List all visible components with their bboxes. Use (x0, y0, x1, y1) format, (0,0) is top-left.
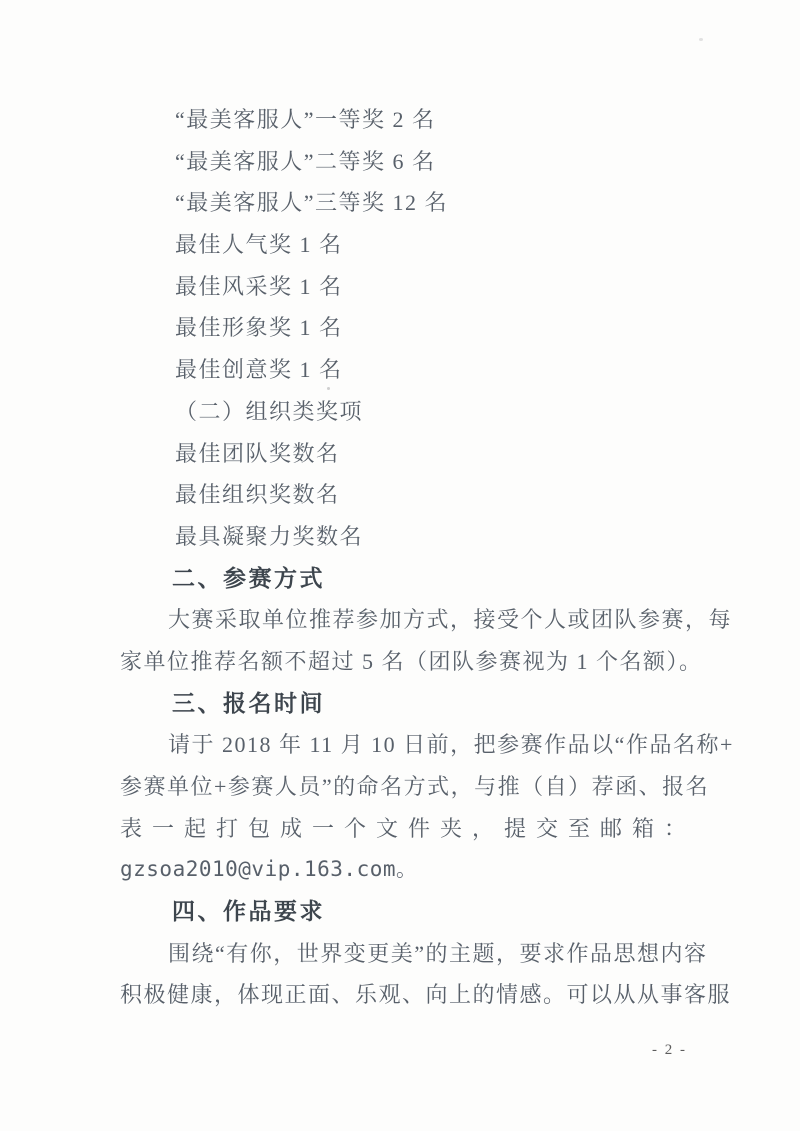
document-line-list: （二）组织类奖项 (175, 398, 364, 424)
document-line-list: “最美客服人”一等奖 2 名 (175, 107, 436, 132)
document-line-para-first: 请于 2018 年 11 月 10 日前，把参赛作品以“作品名称+ (168, 732, 734, 758)
document-line-para-first: 大赛采取单位推荐参加方式，接受个人或团队参赛，每 (168, 607, 733, 633)
document-line-para: 积极健康，体现正面、乐观、向上的情感。可以从从事客服 (120, 982, 732, 1008)
document-line-list: 最佳人气奖 1 名 (175, 232, 343, 258)
document-line-heading: 四、作品要求 (172, 898, 325, 925)
document-line-list: 最佳团队奖数名 (175, 440, 340, 466)
document-line-list: 最佳风采奖 1 名 (175, 273, 343, 299)
document-line-para-spread: 表一起打包成一个文件夹，提交至邮箱： (120, 815, 697, 841)
document-line-email: gzsoa2010@vip.163.com。 (120, 857, 418, 882)
document-line-list: 最具凝聚力奖数名 (175, 523, 364, 549)
document-line-list: 最佳创意奖 1 名 (175, 357, 343, 383)
document-line-para-first: 围绕“有你，世界变更美”的主题，要求作品思想内容 (168, 940, 708, 966)
document-line-list: “最美客服人”三等奖 12 名 (175, 190, 449, 216)
document-line-para: 参赛单位+参赛人员”的命名方式，与推（自）荐函、报名 (120, 774, 710, 799)
document-body (120, 99, 734, 1016)
page-number: - 2 - (652, 1042, 687, 1058)
document-line-list: 最佳组织奖数名 (175, 482, 340, 508)
document-line-heading: 三、报名时间 (172, 689, 325, 716)
document-line-heading: 二、参赛方式 (172, 564, 325, 591)
scan-speck (699, 38, 703, 41)
document-line-para: 家单位推荐名额不超过 5 名（团队参赛视为 1 个名额）。 (120, 648, 703, 674)
document-line-list: “最美客服人”二等奖 6 名 (175, 148, 436, 174)
document-line-list: 最佳形象奖 1 名 (175, 315, 343, 341)
